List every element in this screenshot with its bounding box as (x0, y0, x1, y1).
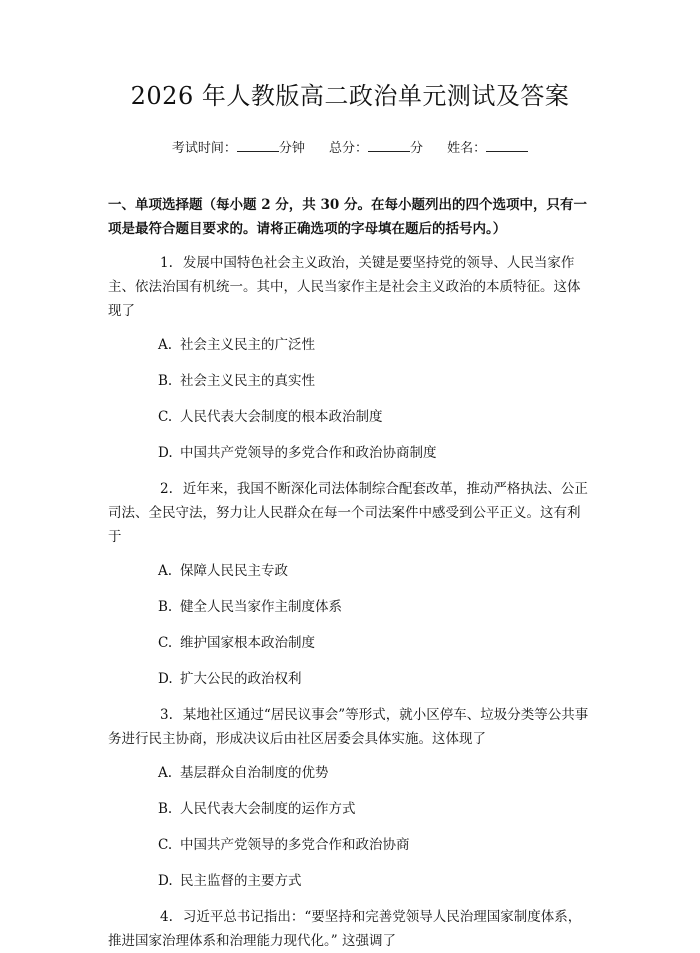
question-item (108, 477, 592, 691)
answer-option[interactable] (108, 559, 592, 583)
option-letter: A. (158, 563, 173, 579)
exam-info (108, 138, 592, 159)
exam-time-field (172, 138, 305, 159)
question-number: 3. (160, 707, 173, 723)
page-title: 2026 年人教版高二政治单元测试及答案 (130, 82, 570, 110)
option-letter: B. (158, 801, 173, 817)
option-letter: A. (158, 765, 173, 781)
option-text: 扩大公民的政治权利 (180, 671, 302, 687)
question-item (108, 703, 592, 893)
option-text: 维护国家根本政治制度 (180, 635, 315, 651)
exam-time-unit: 分钟 (278, 141, 305, 156)
option-text: 基层群众自治制度的优势 (180, 765, 329, 781)
option-text: 社会主义民主的广泛性 (180, 337, 315, 353)
question-number: 1. (160, 255, 173, 271)
option-letter: B. (158, 599, 173, 615)
total-score-blank[interactable] (368, 138, 410, 152)
student-name-field (447, 138, 528, 159)
question-stem (108, 251, 592, 323)
total-score-unit: 分 (410, 141, 424, 156)
option-list (108, 761, 592, 893)
question-stem (108, 477, 592, 549)
answer-option[interactable] (108, 333, 592, 357)
option-text: 中国共产党领导的多党合作和政治协商 (180, 837, 410, 853)
option-text: 人民代表大会制度的根本政治制度 (180, 409, 383, 425)
option-letter: D. (158, 671, 173, 687)
option-letter: A. (158, 337, 173, 353)
question-text: 习近平总书记指出：“要坚持和完善党领导人民治理国家制度体系，推进国家治理体系和治理能力现代化。” 这强调了 (108, 909, 582, 949)
option-letter: D. (158, 445, 173, 461)
option-letter: D. (158, 873, 173, 889)
exam-time-label: 考试时间： (171, 141, 237, 156)
answer-option[interactable] (108, 631, 592, 655)
option-text: 民主监督的主要方式 (180, 873, 302, 889)
answer-option[interactable] (108, 797, 592, 821)
answer-option[interactable] (108, 441, 592, 465)
question-number: 2. (160, 481, 173, 497)
option-text: 人民代表大会制度的运作方式 (180, 801, 356, 817)
question-number: 4. (160, 909, 173, 925)
exam-time-blank[interactable] (237, 138, 279, 152)
total-score-label: 总分： (328, 141, 368, 156)
option-text: 中国共产党领导的多党合作和政治协商制度 (180, 445, 437, 461)
student-name-blank[interactable] (486, 138, 528, 152)
option-list (108, 559, 592, 691)
question-list (108, 251, 592, 953)
option-text: 保障人民民主专政 (180, 563, 288, 579)
option-letter: C. (158, 837, 173, 853)
option-text: 社会主义民主的真实性 (180, 373, 315, 389)
answer-option[interactable] (108, 667, 592, 691)
answer-option[interactable] (108, 761, 592, 785)
question-item (108, 905, 592, 953)
total-score-field (329, 138, 423, 159)
answer-option[interactable] (108, 405, 592, 429)
answer-option[interactable] (108, 595, 592, 619)
question-text: 近年来，我国不断深化司法体制综合配套改革，推动严格执法、公正司法、全民守法，努力让人民群众在每一个司法案件中感受到公平正义。这有利于 (108, 481, 588, 545)
student-name-label: 姓名： (447, 141, 487, 156)
section-heading: 一、单项选择题（每小题 2 分，共 30 分。在每小题列出的四个选项中，只有一项是最符合题目要求的。请将正确选项的字母填在题后的括号内。） (108, 197, 587, 237)
option-list (108, 333, 592, 465)
question-item (108, 251, 592, 465)
answer-option[interactable] (108, 869, 592, 893)
answer-option[interactable] (108, 833, 592, 857)
option-letter: C. (158, 409, 173, 425)
option-letter: B. (158, 373, 173, 389)
question-stem (108, 703, 592, 751)
question-text: 发展中国特色社会主义政治，关键是要坚持党的领导、人民当家作主、依法治国有机统一。其中，人民当家作主是社会主义政治的本质特征。这体现了 (108, 255, 581, 319)
question-stem (108, 905, 592, 953)
option-letter: C. (158, 635, 173, 651)
option-text: 健全人民当家作主制度体系 (180, 599, 342, 615)
question-text: 某地社区通过“居民议事会”等形式，就小区停车、垃圾分类等公共事务进行民主协商，形成决议后由社区居委会具体实施。这体现了 (108, 707, 589, 747)
answer-option[interactable] (108, 369, 592, 393)
